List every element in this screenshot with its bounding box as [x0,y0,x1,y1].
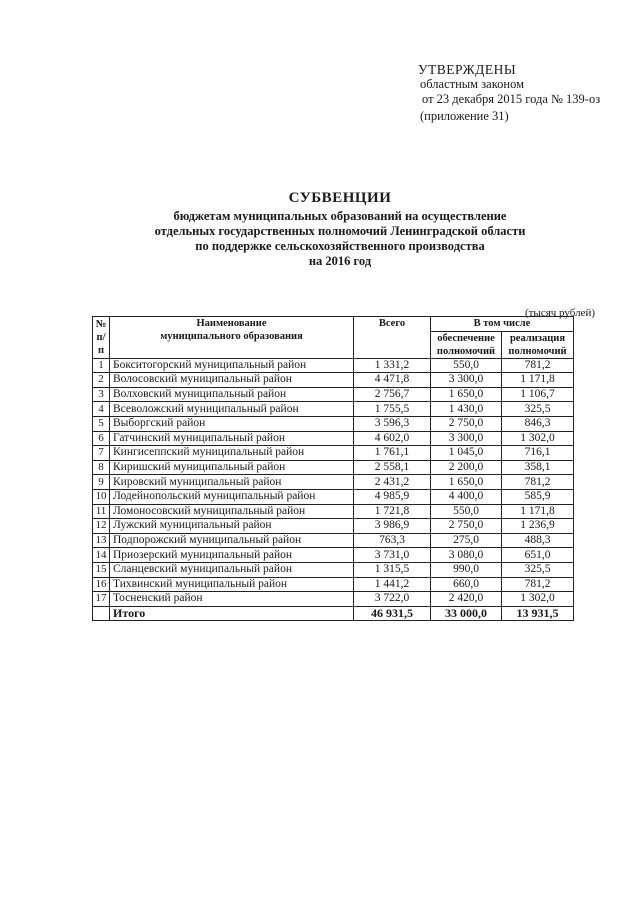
row-number: 12 [93,519,110,534]
row-total: 3 731,0 [354,548,431,563]
row-number: 2 [93,373,110,388]
row-number: 17 [93,592,110,607]
row-provision: 4 400,0 [431,489,502,504]
row-total: 3 722,0 [354,592,431,607]
title-line-1: бюджетам муниципальных образований на осуществление [173,209,507,223]
header-including: В том числе [431,317,574,332]
document-title [90,190,590,269]
row-number: 4 [93,402,110,417]
row-number: 10 [93,489,110,504]
title-line-2: отдельных государственных полномочий Ленинградской области [154,224,526,238]
header-number-line-3: п [97,344,105,356]
row-number: 14 [93,548,110,563]
unit-note: (тысяч рублей) [524,307,595,319]
table-row [93,431,574,446]
table-row [93,475,574,490]
row-implementation: 585,9 [502,489,574,504]
row-total: 1 755,5 [354,402,431,417]
row-number: 15 [93,562,110,577]
title-main: СУБВЕНЦИИ [288,190,392,206]
table-row [93,519,574,534]
row-provision: 2 750,0 [431,519,502,534]
row-provision: 2 750,0 [431,416,502,431]
table-row [93,446,574,461]
row-total: 2 558,1 [354,460,431,475]
row-district-name: Волховский муниципальный район [110,387,354,402]
total-implementation: 13 931,5 [502,606,574,621]
row-implementation: 846,3 [502,416,574,431]
total-label: Итого [110,606,354,621]
header-name [110,317,354,359]
row-total: 4 602,0 [354,431,431,446]
approval-law-type: областным законом [420,77,525,91]
row-district-name: Гатчинский муниципальный район [110,431,354,446]
table-row [93,577,574,592]
row-district-name: Всеволожский муниципальный район [110,402,354,417]
row-total: 2 756,7 [354,387,431,402]
row-total: 3 986,9 [354,519,431,534]
row-total: 4 471,8 [354,373,431,388]
row-district-name: Тихвинский муниципальный район [110,577,354,592]
table-row [93,373,574,388]
table-row [93,548,574,563]
row-implementation: 325,5 [502,562,574,577]
row-number: 5 [93,416,110,431]
row-number: 6 [93,431,110,446]
row-total: 1 721,8 [354,504,431,519]
row-implementation: 325,5 [502,402,574,417]
row-provision: 3 080,0 [431,548,502,563]
row-implementation: 358,1 [502,460,574,475]
row-total: 4 985,9 [354,489,431,504]
row-implementation: 716,1 [502,446,574,461]
row-district-name: Ломоносовский муниципальный район [110,504,354,519]
row-provision: 2 420,0 [431,592,502,607]
header-name-line-1: Наименование [196,318,267,329]
table-row [93,416,574,431]
approval-law-date: от 23 декабря 2015 года № 139-оз [422,92,601,106]
header-number-line-1: № [95,318,107,330]
table-row [93,460,574,475]
row-district-name: Лодейнопольский муниципальный район [110,489,354,504]
row-district-name: Приозерский муниципальный район [110,548,354,563]
header-implementation [502,331,574,358]
subventions-table [92,316,574,621]
row-total: 3 596,3 [354,416,431,431]
row-implementation: 1 236,9 [502,519,574,534]
row-total: 1 331,2 [354,358,431,373]
row-implementation: 781,2 [502,475,574,490]
approval-stamp [418,62,600,124]
row-number: 3 [93,387,110,402]
table-row [93,387,574,402]
row-district-name: Волосовский муниципальный район [110,373,354,388]
row-implementation: 1 106,7 [502,387,574,402]
row-implementation: 1 302,0 [502,431,574,446]
header-number-line-2: п/ [96,331,106,343]
header-implementation-line-1: реализация [509,332,566,344]
row-district-name: Тосненский район [110,592,354,607]
row-implementation: 651,0 [502,548,574,563]
row-total: 1 441,2 [354,577,431,592]
table-row [93,592,574,607]
row-implementation: 1 171,8 [502,373,574,388]
table-row [93,402,574,417]
title-line-3: по поддержке сельскохозяйственного производства [195,239,485,253]
row-district-name: Подпорожский муниципальный район [110,533,354,548]
header-provision-line-1: обеспечение [437,332,495,344]
total-number-cell [93,606,110,621]
header-number [93,317,110,359]
total-sum: 46 931,5 [354,606,431,621]
header-provision-line-2: полномочий [436,345,496,357]
row-implementation: 488,3 [502,533,574,548]
row-provision: 275,0 [431,533,502,548]
row-number: 9 [93,475,110,490]
row-provision: 1 430,0 [431,402,502,417]
row-provision: 660,0 [431,577,502,592]
row-provision: 990,0 [431,562,502,577]
row-district-name: Сланцевский муниципальный район [110,562,354,577]
row-provision: 550,0 [431,504,502,519]
row-implementation: 781,2 [502,577,574,592]
header-total: Всего [354,317,431,359]
row-total: 1 315,5 [354,562,431,577]
row-implementation: 1 171,8 [502,504,574,519]
row-number: 13 [93,533,110,548]
header-implementation-line-2: полномочий [508,345,567,357]
row-district-name: Лужский муниципальный район [110,519,354,534]
approval-appendix: (приложение 31) [420,109,509,123]
row-implementation: 1 302,0 [502,592,574,607]
row-district-name: Киришский муниципальный район [110,460,354,475]
row-provision: 1 650,0 [431,475,502,490]
table-row [93,504,574,519]
row-total: 2 431,2 [354,475,431,490]
row-provision: 1 045,0 [431,446,502,461]
row-district-name: Кировский муниципальный район [110,475,354,490]
table-header-row [93,317,574,332]
row-number: 7 [93,446,110,461]
title-line-4: на 2016 год [308,254,372,268]
header-name-line-2: муниципального образования [160,331,303,342]
row-number: 8 [93,460,110,475]
row-district-name: Кингисеппский муниципальный район [110,446,354,461]
header-provision [431,331,502,358]
row-total: 763,3 [354,533,431,548]
row-provision: 1 650,0 [431,387,502,402]
row-implementation: 781,2 [502,358,574,373]
table-total-row [93,606,574,621]
approval-heading: УТВЕРЖДЕНЫ [418,62,517,77]
row-provision: 550,0 [431,358,502,373]
table-row [93,358,574,373]
table-row [93,489,574,504]
table-row [93,562,574,577]
total-provision: 33 000,0 [431,606,502,621]
row-number: 11 [93,504,110,519]
row-district-name: Выборгский район [110,416,354,431]
row-total: 1 761,1 [354,446,431,461]
table-row [93,533,574,548]
row-number: 1 [93,358,110,373]
row-provision: 3 300,0 [431,431,502,446]
row-provision: 2 200,0 [431,460,502,475]
row-provision: 3 300,0 [431,373,502,388]
row-district-name: Бокситогорский муниципальный район [110,358,354,373]
row-number: 16 [93,577,110,592]
